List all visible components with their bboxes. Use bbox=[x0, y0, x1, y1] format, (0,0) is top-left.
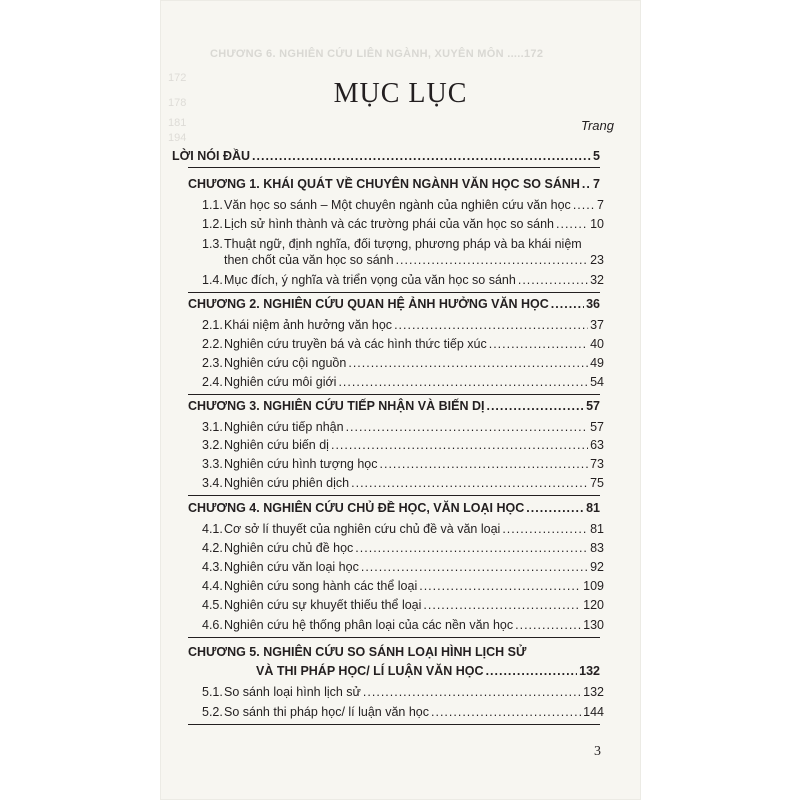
page-title: MỤC LỤC bbox=[333, 78, 468, 109]
toc-page: 92 bbox=[590, 560, 604, 574]
divider bbox=[188, 292, 600, 293]
toc-label: Cơ sở lí thuyết của nghiên cứu chủ đề và văn loại bbox=[224, 522, 501, 536]
toc-item bbox=[202, 336, 604, 352]
toc-label: CHƯƠNG 4. NGHIÊN CỨU CHỦ ĐỀ HỌC, VĂN LOẠI HỌC bbox=[188, 501, 525, 515]
toc-page: 81 bbox=[586, 501, 600, 515]
toc-label: Nghiên cứu truyền bá và các hình thức tiếp xúc bbox=[224, 337, 487, 351]
toc-page: 81 bbox=[590, 522, 604, 536]
leader-dots bbox=[338, 374, 588, 390]
toc-item-number: 5.2. bbox=[202, 705, 223, 719]
toc-item bbox=[202, 617, 604, 633]
toc-chapter-first-line: CHƯƠNG 5. NGHIÊN CỨU SO SÁNH LOẠI HÌNH LỊCH SỬ bbox=[188, 645, 527, 659]
page-number: 3 bbox=[594, 744, 601, 759]
leader-dots bbox=[518, 272, 588, 288]
toc-label: CHƯƠNG 3. NGHIÊN CỨU TIẾP NHẬN VÀ BIẾN DỊ bbox=[188, 399, 485, 413]
toc-item-number: 4.4. bbox=[202, 579, 223, 593]
toc-page: 83 bbox=[590, 541, 604, 555]
toc-label: Thuật ngữ, định nghĩa, đối tượng, phương pháp và ba khái niệm bbox=[224, 237, 582, 251]
toc-item-number: 1.3. bbox=[202, 237, 223, 251]
toc-item bbox=[202, 475, 604, 491]
toc-page: 132 bbox=[579, 664, 600, 678]
toc-chapter bbox=[188, 296, 600, 312]
toc-item-number: 3.1. bbox=[202, 420, 223, 434]
toc-label: Nghiên cứu văn loại học bbox=[224, 560, 359, 574]
toc-item bbox=[202, 559, 604, 575]
divider bbox=[188, 637, 600, 638]
leader-dots bbox=[551, 296, 584, 312]
toc-page: 109 bbox=[583, 579, 604, 593]
toc-item-number: 4.3. bbox=[202, 560, 223, 574]
toc-page: 57 bbox=[590, 420, 604, 434]
toc-page: 36 bbox=[586, 297, 600, 311]
toc-item-number: 2.4. bbox=[202, 375, 223, 389]
toc-label: So sánh loại hình lịch sử bbox=[224, 685, 361, 699]
toc-label: Văn học so sánh – Một chuyên ngành của nghiên cứu văn học bbox=[224, 198, 571, 212]
leader-dots bbox=[486, 663, 578, 679]
toc-item bbox=[202, 374, 604, 390]
toc-item bbox=[202, 456, 604, 472]
toc-page: 7 bbox=[597, 198, 604, 212]
toc-item bbox=[202, 597, 604, 613]
divider bbox=[188, 495, 600, 496]
toc-item-number: 3.3. bbox=[202, 457, 223, 471]
leader-dots bbox=[556, 216, 588, 232]
toc-item-number: 2.3. bbox=[202, 356, 223, 370]
toc-page: 120 bbox=[583, 598, 604, 612]
toc-label: Nghiên cứu tiếp nhận bbox=[224, 420, 344, 434]
toc-label: Lịch sử hình thành và các trường phái của văn học so sánh bbox=[224, 217, 554, 231]
toc-page: 10 bbox=[590, 217, 604, 231]
show-through-number: 181 bbox=[168, 117, 187, 129]
toc-item bbox=[224, 252, 604, 268]
page-column-label: Trang bbox=[581, 118, 614, 133]
show-through-number: 178 bbox=[168, 97, 187, 109]
leader-dots bbox=[346, 419, 589, 435]
toc-item bbox=[202, 540, 604, 556]
toc-item-number: 4.1. bbox=[202, 522, 223, 536]
toc-page: 5 bbox=[593, 149, 600, 163]
toc-item-number: 1.1. bbox=[202, 198, 223, 212]
toc-page: 144 bbox=[583, 705, 604, 719]
leader-dots bbox=[573, 197, 595, 213]
toc-chapter bbox=[256, 663, 600, 679]
toc-item bbox=[202, 704, 604, 720]
toc-label: Nghiên cứu biến dị bbox=[224, 438, 329, 452]
toc-item bbox=[202, 419, 604, 435]
toc-label: Nghiên cứu phiên dịch bbox=[224, 476, 350, 490]
toc-label: Mục đích, ý nghĩa và triển vọng của văn học so sánh bbox=[224, 273, 516, 287]
leader-dots bbox=[252, 148, 591, 164]
toc-chapter bbox=[188, 398, 600, 414]
toc-label: So sánh thi pháp học/ lí luận văn học bbox=[224, 705, 430, 719]
toc-item bbox=[202, 272, 604, 288]
toc-page: 75 bbox=[590, 476, 604, 490]
toc-label: Nghiên cứu chủ đề học bbox=[224, 541, 354, 555]
toc-label: Nghiên cứu hệ thống phân loại của các nền văn học bbox=[224, 618, 514, 632]
leader-dots bbox=[363, 684, 581, 700]
leader-dots bbox=[423, 597, 581, 613]
divider bbox=[188, 167, 600, 168]
leader-dots bbox=[502, 521, 588, 537]
toc-page: 130 bbox=[583, 618, 604, 632]
toc-label: Nghiên cứu sự khuyết thiếu thể loại bbox=[224, 598, 422, 612]
leader-dots bbox=[582, 176, 591, 192]
toc-page: 49 bbox=[590, 356, 604, 370]
toc-item-number: 3.2. bbox=[202, 438, 223, 452]
toc-item-number: 1.2. bbox=[202, 217, 223, 231]
toc-item bbox=[202, 521, 604, 537]
leader-dots bbox=[351, 475, 588, 491]
toc-item-first-line bbox=[202, 236, 582, 252]
leader-dots bbox=[486, 398, 584, 414]
toc-label: LỜI NÓI ĐẦU bbox=[172, 149, 251, 163]
toc-item bbox=[202, 317, 604, 333]
toc-label: Nghiên cứu song hành các thể loại bbox=[224, 579, 418, 593]
toc-page: 40 bbox=[590, 337, 604, 351]
toc-label: CHƯƠNG 2. NGHIÊN CỨU QUAN HỆ ẢNH HƯỞNG VĂN HỌC bbox=[188, 297, 549, 311]
toc-page: 57 bbox=[586, 399, 600, 413]
toc-page: 132 bbox=[583, 685, 604, 699]
toc-label: Khái niệm ảnh hưởng văn học bbox=[224, 318, 393, 332]
leader-dots bbox=[489, 336, 588, 352]
toc-label: CHƯƠNG 1. KHÁI QUÁT VỀ CHUYÊN NGÀNH VĂN HỌC SO SÁNH bbox=[188, 177, 580, 191]
toc-item bbox=[202, 355, 604, 371]
leader-dots bbox=[380, 456, 589, 472]
leader-dots bbox=[526, 500, 584, 516]
toc-label: Nghiên cứu môi giới bbox=[224, 375, 337, 389]
toc-item-number: 4.5. bbox=[202, 598, 223, 612]
toc-item-number: 2.1. bbox=[202, 318, 223, 332]
toc-item bbox=[202, 216, 604, 232]
show-through-number: 194 bbox=[168, 132, 187, 144]
toc-page: 37 bbox=[590, 318, 604, 332]
leader-dots bbox=[419, 578, 581, 594]
toc-label: then chốt của văn học so sánh bbox=[224, 253, 394, 267]
divider bbox=[188, 394, 600, 395]
toc-item-number: 1.4. bbox=[202, 273, 223, 287]
toc-item-number: 3.4. bbox=[202, 476, 223, 490]
toc-label: Nghiên cứu hình tượng học bbox=[224, 457, 378, 471]
leader-dots bbox=[348, 355, 588, 371]
leader-dots bbox=[394, 317, 588, 333]
toc-item bbox=[202, 578, 604, 594]
leader-dots bbox=[331, 437, 588, 453]
leader-dots bbox=[396, 252, 589, 268]
toc-page: 54 bbox=[590, 375, 604, 389]
leader-dots bbox=[355, 540, 588, 556]
toc-label: Nghiên cứu cội nguồn bbox=[224, 356, 347, 370]
toc-chapter bbox=[188, 500, 600, 516]
show-through-number: 172 bbox=[168, 72, 187, 84]
toc-item bbox=[202, 197, 604, 213]
leader-dots bbox=[361, 559, 588, 575]
toc-item bbox=[202, 437, 604, 453]
toc-item-number: 5.1. bbox=[202, 685, 223, 699]
toc-label: VÀ THI PHÁP HỌC/ LÍ LUẬN VĂN HỌC bbox=[256, 664, 484, 678]
leader-dots bbox=[431, 704, 581, 720]
toc-page: 7 bbox=[593, 177, 600, 191]
toc-item-number: 4.2. bbox=[202, 541, 223, 555]
leader-dots bbox=[515, 617, 581, 633]
toc-page: 23 bbox=[590, 253, 604, 267]
toc-page: 63 bbox=[590, 438, 604, 452]
toc-page: 32 bbox=[590, 273, 604, 287]
toc-item-number: 2.2. bbox=[202, 337, 223, 351]
toc-page: 73 bbox=[590, 457, 604, 471]
toc-chapter bbox=[188, 176, 600, 192]
show-through-text: CHƯƠNG 6. NGHIÊN CỨU LIÊN NGÀNH, XUYÊN MÔN .....172 bbox=[210, 48, 544, 60]
divider bbox=[188, 724, 600, 725]
toc-item-number: 4.6. bbox=[202, 618, 223, 632]
toc-item bbox=[202, 684, 604, 700]
toc-preface bbox=[172, 148, 600, 164]
